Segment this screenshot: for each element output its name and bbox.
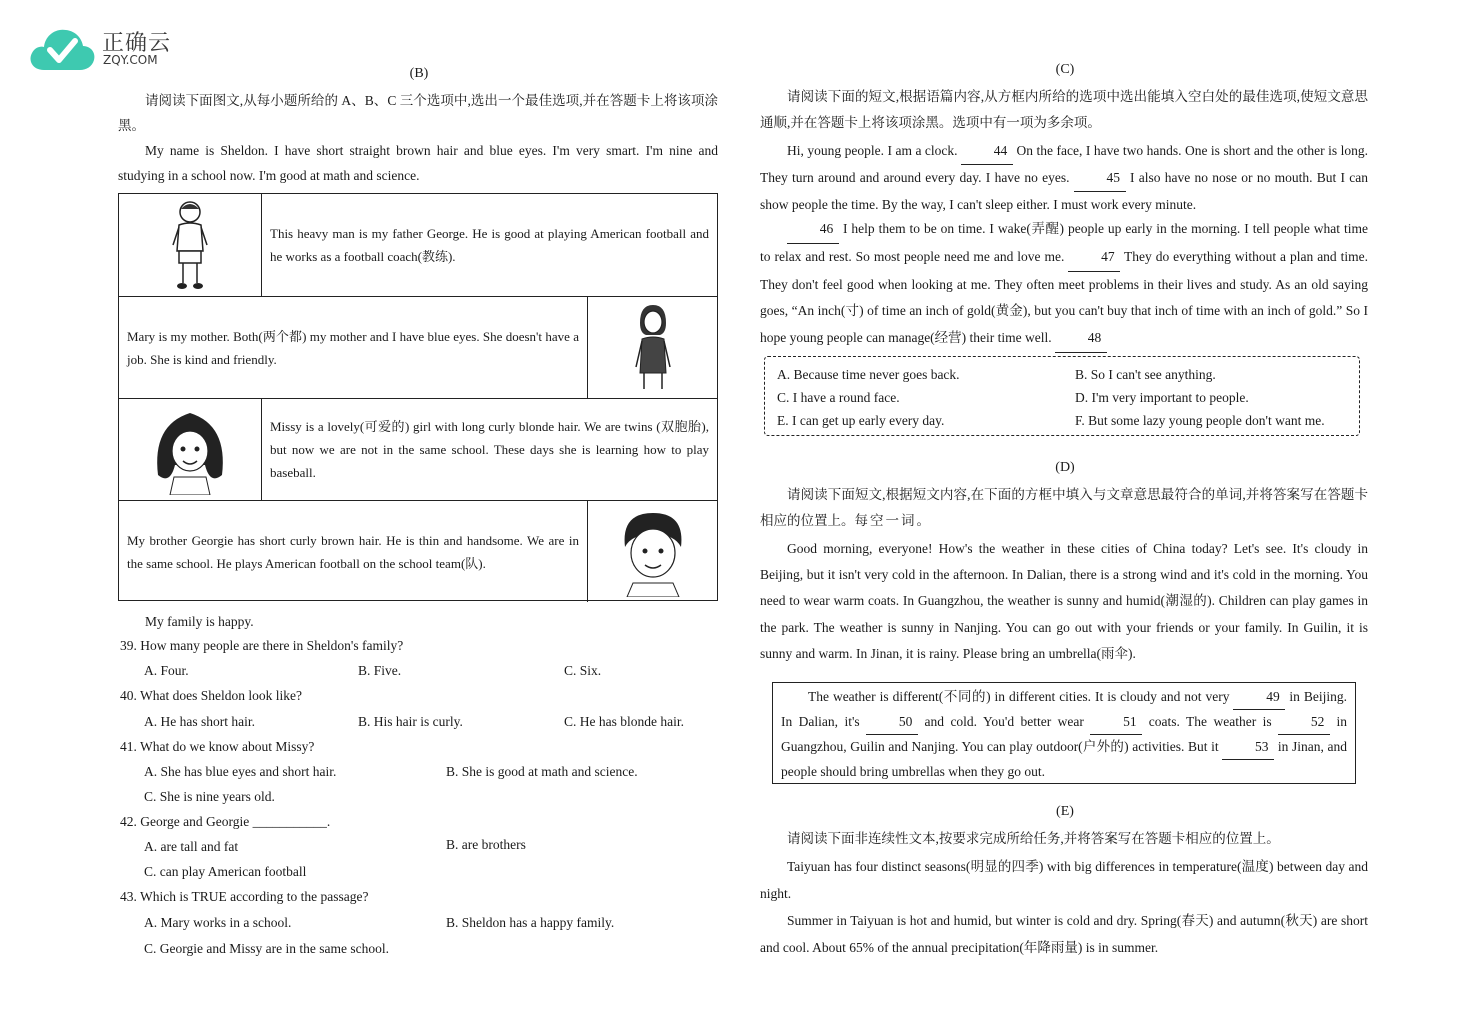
question-41: 41. What do we know about Missy? xyxy=(120,739,315,754)
section-e-heading: (E) xyxy=(1056,804,1074,819)
father-text: This heavy man is my father George. He is good at playing American football and he works as a football coach(教练). xyxy=(270,226,709,264)
option-41c[interactable]: C. She is nine years old. xyxy=(144,789,275,804)
missy-text: Missy is a lovely(可爱的) girl with long curly blonde hair. We are twins (双胞胎), but now we are not in the same school. These days she is learning how to play baseball. xyxy=(270,419,709,480)
section-c-para1: Hi, young people. I am a clock. 44 On the face, I have two hands. One is short and the other is long. They turn around and around every day. I have no eyes. 45 I also have no nose or no mouth. But I can show people the time. By the way, I can't sleep either. I must work every minute. xyxy=(760,138,1368,218)
option-40c[interactable]: C. He has blonde hair. xyxy=(564,714,684,729)
option-42c[interactable]: C. can play American football xyxy=(144,864,307,879)
mother-icon xyxy=(587,297,717,398)
blank-52[interactable]: 52 xyxy=(1278,710,1330,735)
blank-45[interactable]: 45 xyxy=(1074,165,1126,192)
option-43b[interactable]: B. Sheldon has a happy family. xyxy=(446,915,615,930)
section-b-outro: My family is happy. xyxy=(145,614,254,629)
option-c-e[interactable]: E. I can get up early every day. xyxy=(777,413,945,428)
table-row xyxy=(119,194,717,297)
option-39c[interactable]: C. Six. xyxy=(564,663,602,678)
girl-icon xyxy=(119,399,262,500)
option-40b[interactable]: B. His hair is curly. xyxy=(358,714,463,729)
blank-48[interactable]: 48 xyxy=(1055,325,1107,353)
question-39: 39. How many people are there in Sheldon's family? xyxy=(120,638,404,653)
section-e-instructions: 请阅读下面非连续性文本,按要求完成所给任务,并将答案写在答题卡相应的位置上。 xyxy=(787,831,1280,846)
blank-47[interactable]: 47 xyxy=(1068,244,1120,272)
option-c-f[interactable]: F. But some lazy young people don't want me. xyxy=(1075,413,1325,428)
question-42: 42. George and Georgie ___________. xyxy=(120,814,331,829)
blank-53[interactable]: 53 xyxy=(1222,735,1274,760)
blank-46[interactable]: 46 xyxy=(787,216,839,244)
table-row xyxy=(119,399,717,501)
section-c-options-box xyxy=(764,356,1360,436)
option-41a[interactable]: A. She has blue eyes and short hair. xyxy=(144,764,337,779)
section-b-instructions: 请阅读下面图文,从每小题所给的 A、B、C 三个选项中,选出一个最佳选项,并在答题卡上将该项涂黑。 xyxy=(118,93,718,133)
section-d-summary-box xyxy=(772,682,1356,784)
section-e-para2: Summer in Taiyuan is hot and humid, but winter is cold and dry. Spring(春天) and autumn(秋天) are short and cool. About 65% of the annual precipitation(年降雨量) is in summer. xyxy=(760,913,1368,955)
option-c-b[interactable]: B. So I can't see anything. xyxy=(1075,367,1216,382)
question-43: 43. Which is TRUE according to the passage? xyxy=(120,889,369,904)
cloud-check-icon xyxy=(28,24,96,72)
option-c-a[interactable]: A. Because time never goes back. xyxy=(777,367,960,382)
table-row xyxy=(119,297,717,399)
option-42a[interactable]: A. are tall and fat xyxy=(144,839,239,854)
georgie-text: My brother Georgie has short curly brown hair. He is thin and handsome. We are in the same school. He plays American football on the school team(队). xyxy=(127,532,579,571)
emphasis-text: 每空一词。 xyxy=(854,513,932,528)
section-b-intro: My name is Sheldon. I have short straight brown hair and blue eyes. I'm very smart. I'm nine and studying in a school now. I'm good at math and science. xyxy=(118,143,718,183)
section-c-heading: (C) xyxy=(1055,62,1075,77)
option-39a[interactable]: A. Four. xyxy=(144,663,189,678)
boy-icon xyxy=(587,501,717,602)
option-43c[interactable]: C. Georgie and Missy are in the same school. xyxy=(144,941,389,956)
section-e-para1: Taiyuan has four distinct seasons(明显的四季) with big differences in temperature(温度) between day and night. xyxy=(760,859,1368,901)
option-43a[interactable]: A. Mary works in a school. xyxy=(144,915,292,930)
blank-49[interactable]: 49 xyxy=(1233,685,1285,710)
section-b-heading: (B) xyxy=(409,66,429,81)
logo-url: ZQY.COM xyxy=(103,53,158,67)
family-table xyxy=(118,193,718,601)
section-d-summary: The weather is different(不同的) in different cities. It is cloudy and not very 49 in Beijing. In Dalian, it's 50 and cold. You'd better wear 51 coats. The weather is 52 in Guangzhou, Guilin and Nanjing. You can play outdoor(户外的) activities. But it 53 in Jinan, and people should bring umbrellas when they go out. xyxy=(781,685,1347,784)
father-icon xyxy=(119,194,262,296)
blank-44[interactable]: 44 xyxy=(961,138,1013,165)
section-d-instructions: 请阅读下面短文,根据短文内容,在下面的方框中填入与文章意思最符合的单词,并将答案写在答题卡相应的位置上。每空一词。 xyxy=(760,487,1368,528)
blank-51[interactable]: 51 xyxy=(1090,710,1142,735)
option-41b[interactable]: B. She is good at math and science. xyxy=(446,764,638,779)
section-c-instructions: 请阅读下面的短文,根据语篇内容,从方框内所给的选项中选出能填入空白处的最佳选项,使短文意思通顺,并在答题卡上将该项涂黑。选项中有一项为多余项。 xyxy=(760,89,1368,130)
option-c-d[interactable]: D. I'm very important to people. xyxy=(1075,390,1249,405)
logo-brand: 正确云 xyxy=(102,31,172,56)
option-40a[interactable]: A. He has short hair. xyxy=(144,714,255,729)
blank-50[interactable]: 50 xyxy=(866,710,918,735)
option-c-c[interactable]: C. I have a round face. xyxy=(777,390,900,405)
mother-text: Mary is my mother. Both(两个都) my mother and I have blue eyes. She doesn't have a job. She is kind and friendly. xyxy=(127,328,579,367)
table-row xyxy=(119,501,717,602)
section-d-heading: (D) xyxy=(1055,460,1075,475)
option-42b[interactable]: B. are brothers xyxy=(446,837,526,852)
section-d-passage: Good morning, everyone! How's the weather in these cities of China today? Let's see. It's cloudy in Beijing, but it isn't very cold in the afternoon. In Dalian, there is a strong wind and it's cold in the morning. You need to wear warm coats. In Guangzhou, the weather is sunny and humid(潮湿的). Children can play games in the park. The weather is sunny in Nanjing. You can go out with your friends or your family. In Guilin, it is sunny and warm. In Jinan, it is rainy. Please bring an umbrella(雨伞). xyxy=(760,541,1368,661)
option-39b[interactable]: B. Five. xyxy=(358,663,402,678)
section-c-para2: 46 I help them to be on time. I wake(弄醒) people up early in the morning. I tell people what time to relax and rest. So most people need me and love me. 47 They do everything without a plan and time. They don't feel good when looking at me. They often meet problems in their lives and study. As an old saying goes, “An inch(寸) of time an inch of gold(黄金), but you can't buy that inch of time with an inch of gold.” So I hope young people can manage(经营) their time well. 48 xyxy=(760,216,1368,353)
question-40: 40. What does Sheldon look like? xyxy=(120,688,302,703)
